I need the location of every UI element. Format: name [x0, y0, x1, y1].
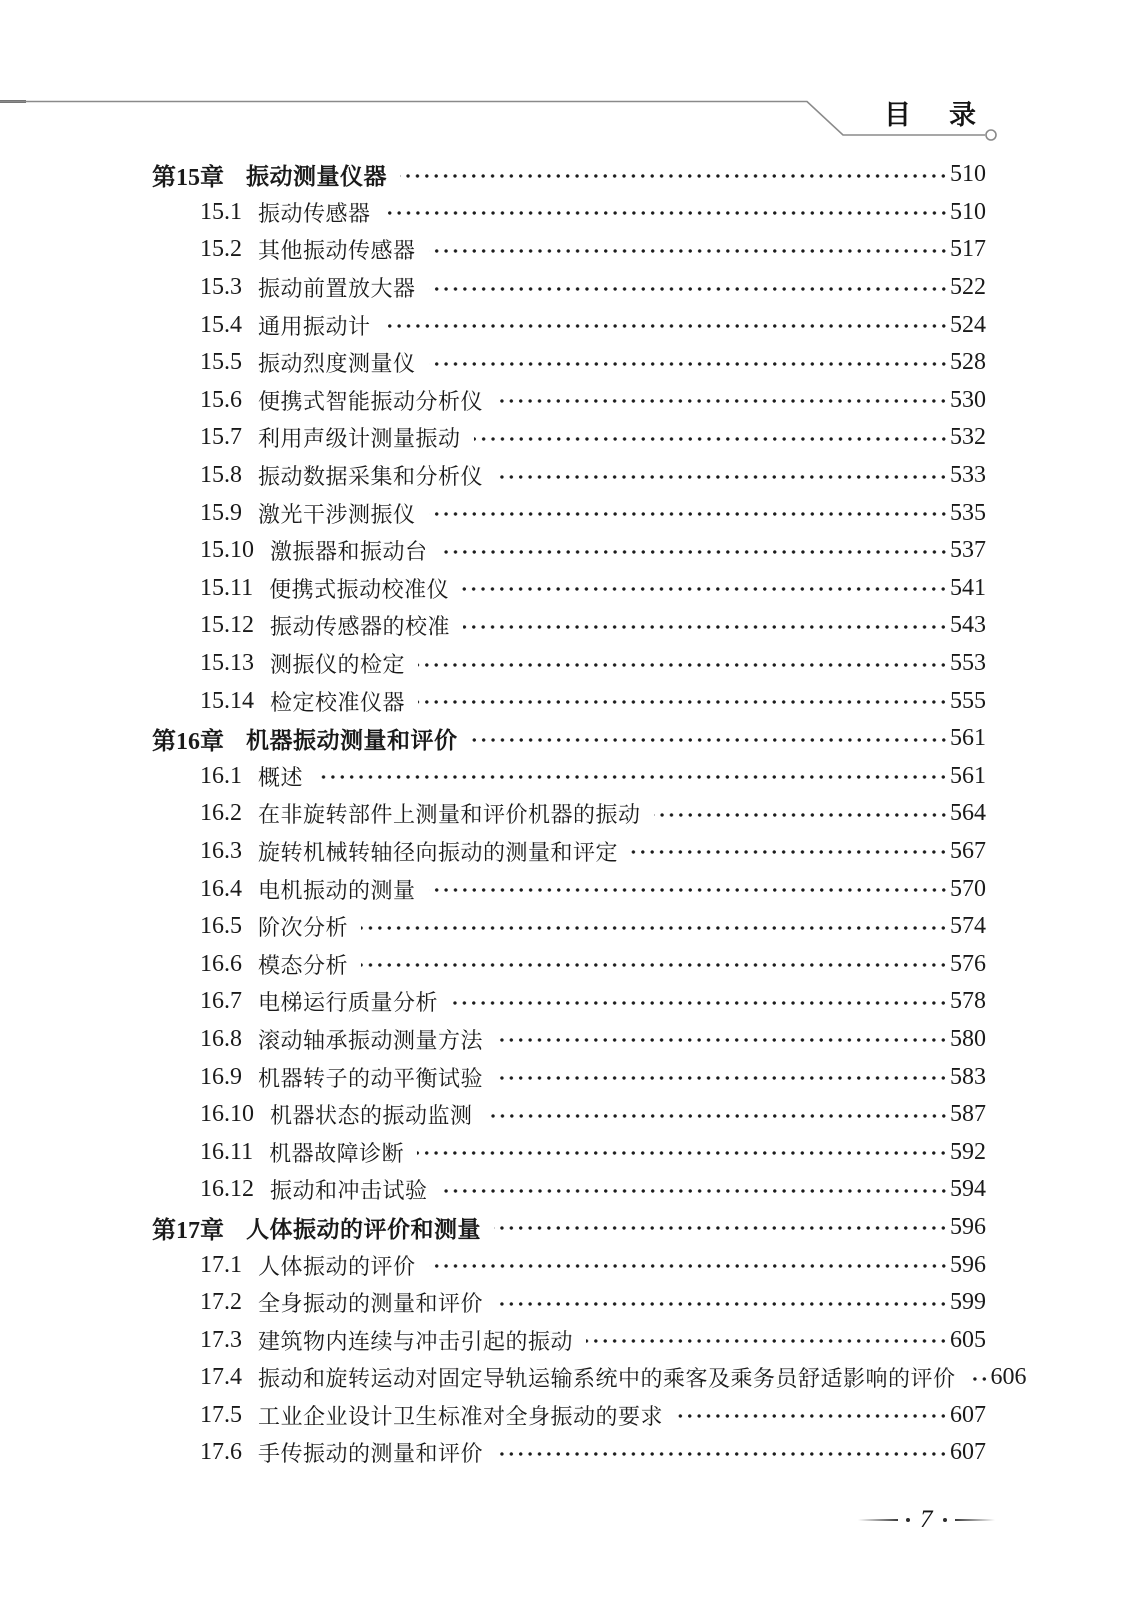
toc-entry-page: 607	[950, 1401, 986, 1428]
toc-entry-page: 517	[950, 236, 986, 263]
toc-entry-number: 16.1	[200, 762, 242, 789]
toc-entry-number: 15.8	[200, 462, 242, 489]
toc-entry-number: 15.5	[200, 349, 242, 376]
toc-entry-page: 528	[950, 349, 986, 376]
dot-leader	[316, 774, 948, 780]
toc-entry-number: 16.7	[200, 988, 242, 1015]
toc-section-row	[0, 194, 1130, 232]
page-footer	[858, 1506, 995, 1534]
footer-page-number: 7	[920, 1506, 933, 1533]
toc-entry-title: 激振器和振动台	[270, 539, 428, 565]
toc-section-row	[0, 1133, 1130, 1171]
dot-leader	[586, 1338, 948, 1344]
toc-entry-page: 533	[950, 462, 986, 489]
toc-entry-number: 15.14	[200, 687, 254, 714]
toc-entry-number: 16.10	[200, 1101, 254, 1128]
toc-entry-page: 594	[950, 1176, 986, 1203]
toc-entry-title: 检定校准仪器	[270, 689, 406, 715]
toc-entry-page: 576	[950, 950, 986, 977]
toc-entry-number: 15.11	[200, 574, 254, 601]
dot-leader	[429, 511, 948, 517]
toc-entry-title: 在非旋转部件上测量和评价机器的振动	[258, 802, 641, 828]
toc-entry-page: 537	[950, 537, 986, 564]
toc-entry-title: 测振仪的检定	[270, 652, 406, 678]
toc-section-row	[0, 1058, 1130, 1096]
dot-leader	[486, 1113, 948, 1119]
dot-leader	[418, 662, 948, 668]
toc-entry-page: 510	[950, 161, 986, 188]
toc-entry-number: 17.5	[200, 1401, 242, 1428]
toc-entry-page: 605	[950, 1326, 986, 1353]
toc-entry-number: 15.6	[200, 386, 242, 413]
toc-entry-page: 532	[950, 424, 986, 451]
toc-entry-page: 596	[950, 1251, 986, 1278]
toc-entry-number: 16.3	[200, 837, 242, 864]
toc-entry-page: 530	[950, 386, 986, 413]
dot-leader	[969, 1376, 989, 1382]
toc-entry-page: 570	[950, 875, 986, 902]
toc-entry-page: 543	[950, 612, 986, 639]
toc-entry-number: 16.2	[200, 800, 242, 827]
toc-chapter-row	[0, 1209, 1130, 1247]
toc-entry-title: 振动传感器	[258, 200, 371, 226]
toc-entry-title: 人体振动的评价	[258, 1253, 416, 1279]
toc-section-row	[0, 1321, 1130, 1359]
toc-entry-title: 通用振动计	[258, 313, 371, 339]
toc-entry-title: 模态分析	[258, 952, 349, 978]
dot-leader	[361, 925, 948, 931]
dot-leader	[400, 173, 948, 179]
toc-entry-number: 16.8	[200, 1025, 242, 1052]
toc-entry-page: 592	[950, 1138, 986, 1165]
toc-entry-page: 599	[950, 1289, 986, 1316]
toc-entry-number: 17.2	[200, 1289, 242, 1316]
toc-entry-title: 其他振动传感器	[258, 238, 416, 264]
toc-section-row	[0, 908, 1130, 946]
toc-section-row	[0, 945, 1130, 983]
toc-entry-number: 15.1	[200, 198, 242, 225]
toc-entry-title: 建筑物内连续与冲击引起的振动	[258, 1328, 574, 1354]
dot-leader	[496, 1301, 948, 1307]
toc-section-row	[0, 1246, 1130, 1284]
toc-entry-page: 567	[950, 837, 986, 864]
dot-leader	[494, 1225, 948, 1231]
toc-entry-number: 15.3	[200, 274, 242, 301]
dot-leader	[441, 549, 948, 555]
dot-leader	[429, 887, 948, 893]
toc-section-row	[0, 382, 1130, 420]
page-title: 目录	[884, 100, 1014, 130]
dot-leader	[471, 737, 949, 743]
toc-entry-page: 587	[950, 1101, 986, 1128]
toc-section-row	[0, 1021, 1130, 1059]
toc-entry-title: 旋转机械转轴径向振动的测量和评定	[258, 839, 619, 865]
toc-entry-number: 16.5	[200, 913, 242, 940]
toc-entry-number: 15.13	[200, 650, 254, 677]
toc-entry-number: 第16章	[152, 729, 224, 756]
toc-entry-title: 阶次分析	[258, 915, 349, 941]
toc-entry-page: 578	[950, 988, 986, 1015]
dot-leader	[496, 1037, 948, 1043]
footer-left-dot	[906, 1518, 910, 1522]
toc-section-row	[0, 795, 1130, 833]
toc-entry-title: 振动和冲击试验	[270, 1178, 428, 1204]
dot-leader	[384, 323, 948, 329]
toc-entry-number: 15.12	[200, 612, 254, 639]
toc-entry-number: 17.3	[200, 1326, 242, 1353]
toc-section-row	[0, 1397, 1130, 1435]
toc-section-row	[0, 1284, 1130, 1322]
toc-section-row	[0, 645, 1130, 683]
toc-entry-number: 17.1	[200, 1251, 242, 1278]
toc-entry-title: 振动和旋转运动对固定导轨运输系统中的乘客及乘务员舒适影响的评价	[258, 1366, 956, 1392]
dot-leader	[496, 398, 948, 404]
dot-leader	[429, 1263, 948, 1269]
toc-entry-title: 全身振动的测量和评价	[258, 1291, 484, 1317]
footer-right-dot	[943, 1518, 947, 1522]
toc-entry-page: 541	[950, 574, 986, 601]
toc-entry-title: 便携式振动校准仪	[269, 576, 450, 602]
toc-entry-number: 15.9	[200, 499, 242, 526]
toc-entry-title: 机器转子的动平衡试验	[258, 1065, 484, 1091]
toc-entry-number: 16.6	[200, 950, 242, 977]
toc-entry-title: 电梯运行质量分析	[258, 990, 439, 1016]
toc-entry-number: 第17章	[152, 1217, 224, 1244]
toc-section-row	[0, 269, 1130, 307]
dot-leader	[441, 1188, 948, 1194]
toc-chapter-row	[0, 720, 1130, 758]
dot-leader	[429, 248, 948, 254]
dot-leader	[429, 361, 948, 367]
toc-entry-title: 机器状态的振动监测	[270, 1103, 473, 1129]
toc-section-row	[0, 983, 1130, 1021]
toc-entry-page: 596	[950, 1213, 986, 1240]
toc-entry-number: 15.7	[200, 424, 242, 451]
toc-entry-page: 564	[950, 800, 986, 827]
dot-leader	[631, 849, 948, 855]
toc-entry-number: 16.9	[200, 1063, 242, 1090]
toc-entry-title: 概述	[258, 764, 304, 790]
dot-leader	[361, 962, 948, 968]
toc-entry-title: 振动前置放大器	[258, 276, 416, 302]
toc-section-row	[0, 419, 1130, 457]
toc-entry-title: 工业企业设计卫生标准对全身振动的要求	[258, 1403, 664, 1429]
toc-entry-page: 561	[950, 762, 986, 789]
toc-entry-title: 滚动轴承振动测量方法	[258, 1027, 484, 1053]
toc-entry-page: 553	[950, 650, 986, 677]
toc-entry-title: 利用声级计测量振动	[258, 426, 461, 452]
toc-entry-page: 574	[950, 913, 986, 940]
toc-entry-title: 振动烈度测量仪	[258, 351, 416, 377]
toc-entry-number: 17.4	[200, 1364, 242, 1391]
toc-chapter-row	[0, 156, 1130, 194]
header-rule-path	[0, 102, 985, 136]
toc-section-row	[0, 344, 1130, 382]
toc-section-row	[0, 1359, 1130, 1397]
toc-section-row	[0, 306, 1130, 344]
toc-entry-title: 振动传感器的校准	[270, 614, 451, 640]
toc-entry-title: 振动测量仪器	[246, 164, 387, 190]
toc-section-row	[0, 231, 1130, 269]
dot-leader	[496, 474, 948, 480]
toc-entry-title: 机器振动测量和评价	[246, 728, 458, 754]
toc-section-row	[0, 758, 1130, 796]
toc-entry-page: 524	[950, 311, 986, 338]
dot-leader	[654, 812, 948, 818]
toc-entry-title: 电机振动的测量	[258, 877, 416, 903]
toc-entry-number: 第15章	[152, 165, 224, 192]
toc-entry-page: 606	[990, 1364, 1027, 1391]
toc-entry-title: 便携式智能振动分析仪	[258, 388, 484, 414]
toc-section-row	[0, 1171, 1130, 1209]
toc-entry-number: 16.12	[200, 1176, 254, 1203]
dot-leader	[474, 436, 948, 442]
toc-entry-page: 561	[950, 725, 986, 752]
dot-leader	[417, 1150, 948, 1156]
dot-leader	[496, 1075, 948, 1081]
dot-leader	[429, 286, 948, 292]
header-rule-end-circle	[986, 130, 996, 140]
toc-entry-page: 535	[950, 499, 986, 526]
toc-entry-title: 手传振动的测量和评价	[258, 1441, 484, 1467]
toc-section-row	[0, 1434, 1130, 1472]
toc-entry-page: 607	[950, 1439, 986, 1466]
toc-entry-title: 人体振动的评价和测量	[246, 1216, 481, 1242]
footer-right-rule	[955, 1519, 995, 1521]
toc-list	[0, 156, 1130, 1472]
toc-entry-page: 522	[950, 274, 986, 301]
toc-entry-page: 583	[950, 1063, 986, 1090]
toc-entry-page: 555	[950, 687, 986, 714]
toc-entry-title: 机器故障诊断	[269, 1140, 405, 1166]
toc-section-row	[0, 570, 1130, 608]
toc-entry-title: 振动数据采集和分析仪	[258, 464, 484, 490]
toc-section-row	[0, 682, 1130, 720]
toc-section-row	[0, 532, 1130, 570]
toc-entry-page: 580	[950, 1025, 986, 1052]
toc-entry-number: 15.2	[200, 236, 242, 263]
toc-section-row	[0, 457, 1130, 495]
toc-entry-number: 15.4	[200, 311, 242, 338]
toc-entry-number: 15.10	[200, 537, 254, 564]
dot-leader	[418, 699, 948, 705]
dot-leader	[451, 1000, 948, 1006]
toc-entry-number: 16.4	[200, 875, 242, 902]
toc-section-row	[0, 607, 1130, 645]
toc-entry-page: 510	[950, 198, 986, 225]
toc-section-row	[0, 1096, 1130, 1134]
dot-leader	[496, 1451, 948, 1457]
toc-section-row	[0, 870, 1130, 908]
dot-leader	[462, 586, 948, 592]
dot-leader	[463, 624, 948, 630]
toc-section-row	[0, 494, 1130, 532]
toc-entry-number: 16.11	[200, 1138, 254, 1165]
toc-entry-title: 激光干涉测振仪	[258, 501, 416, 527]
dot-leader	[384, 210, 948, 216]
footer-left-rule	[858, 1519, 898, 1521]
toc-section-row	[0, 833, 1130, 871]
header-rule-line	[0, 0, 1130, 160]
toc-entry-number: 17.6	[200, 1439, 242, 1466]
dot-leader	[676, 1413, 948, 1419]
